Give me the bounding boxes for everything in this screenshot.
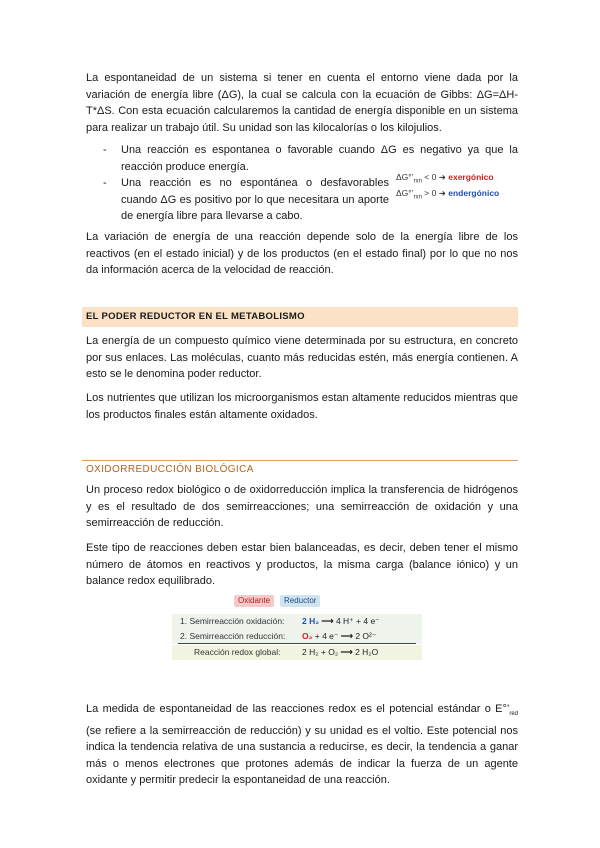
bullet-dash: -	[103, 144, 107, 156]
energy-variation-paragraph: La variación de energía de una reacción depende solo de la energía libre de los reactivos (en el estado inicial) y de los productos (en el estado final) por lo que no nos da información acerca de la velocidad de reacción.	[86, 231, 518, 276]
endergonic-label: endergónico	[448, 187, 500, 198]
oxidation-row: 1. Semirreacción oxidación: 2 H₂ ⟶ 4 H⁺ + 4 e⁻	[172, 614, 422, 629]
reductor-tag: Reductor	[280, 595, 320, 607]
global-reaction-row: Reacción redox global: 2 H₂ + O₂ ⟶ 2 H₂O	[172, 645, 422, 660]
reduction-row: 2. Semirreacción reducción: O₂ + 4 e⁻ ⟶ 2 O²⁻	[172, 629, 422, 644]
redox-process-paragraph: Un proceso redox biológico o de oxidorreducción implica la transferencia de hidrógenos y es el resultado de dos semirreacciones; una semirreacción de oxidación y una semirreacción de reducción.	[86, 484, 518, 529]
section-divider	[82, 460, 518, 461]
redox-half-reactions-figure	[172, 595, 422, 663]
bullet-dash: -	[103, 177, 107, 189]
gibbs-mini-figure	[396, 172, 499, 203]
section-title-biological-redox: OXIDORREDUCCIÓN BIOLÓGICA	[86, 464, 254, 475]
bullet-spontaneous: Una reacción es espontanea o favorable cuando ΔG es negativo ya que la reacción produce energía.	[121, 144, 518, 173]
exergonic-label: exergónico	[448, 172, 494, 182]
exergonic-row: $\Delta G^\circ’_{rxn} < 0$ ➜ exergónico	[396, 172, 494, 185]
nutrients-paragraph: Los nutrientes que utilizan los microorganismos estan altamente reducidos mientras que los productos finales están altamente oxidados.	[86, 392, 518, 421]
balance-paragraph: Este tipo de reacciones deben estar bien balanceadas, es decir, deben tener el mismo número de átomos en reactivos y productos, la misma carga (balance iónico) y un balance redox equilibrado.	[86, 542, 518, 587]
section-title-reducing-power: EL PODER REDUCTOR EN EL METABOLISMO	[82, 307, 518, 327]
endergonic-row: $\Delta G^\circ’_{rxn} > 0$ ➜ endergónico	[396, 187, 500, 201]
standard-potential-paragraph: La medida de espontaneidad de las reacciones redox es el potencial estándar o $E^\circ’_{red}$ (se refiere a la semirreacción de reducción) y su unidad es el voltio. Este potencial nos indica la tendencia relativa de una sustancia a reducirse, es decir, la tendencia a ganar más o menos electrones que protones además de indicar la fuerza de un agente oxidante y permitir predecir la espontaneidad de una reacción.	[86, 703, 518, 787]
bullet-non-spontaneous: Una reacción es no espontánea o desfavorables cuando ΔG es positivo por lo que necesitara un aporte de energía libre para llevarse a cabo.	[121, 177, 389, 222]
figure-separator	[178, 643, 416, 644]
intro-paragraph: La espontaneidad de un sistema si tener en cuenta el entorno viene dada por la variación de energía libre (ΔG), la cual se calcula con la ecuación de Gibbs: ΔG=ΔH-T*ΔS. Con esta ecuación calcularemos la cantidad de energía disponible en un sistema para realizar un trabajo útil. Su unidad son las kilocalorías o los kilojulios.	[86, 72, 518, 134]
oxidant-tag: Oxidante	[234, 595, 274, 607]
reducing-power-paragraph: La energía de un compuesto químico viene determinada por su estructura, en concreto por sus enlaces. Las moléculas, cuanto más reducidas estén, más energía contienen. A esto se le denomina poder reductor.	[86, 335, 518, 380]
